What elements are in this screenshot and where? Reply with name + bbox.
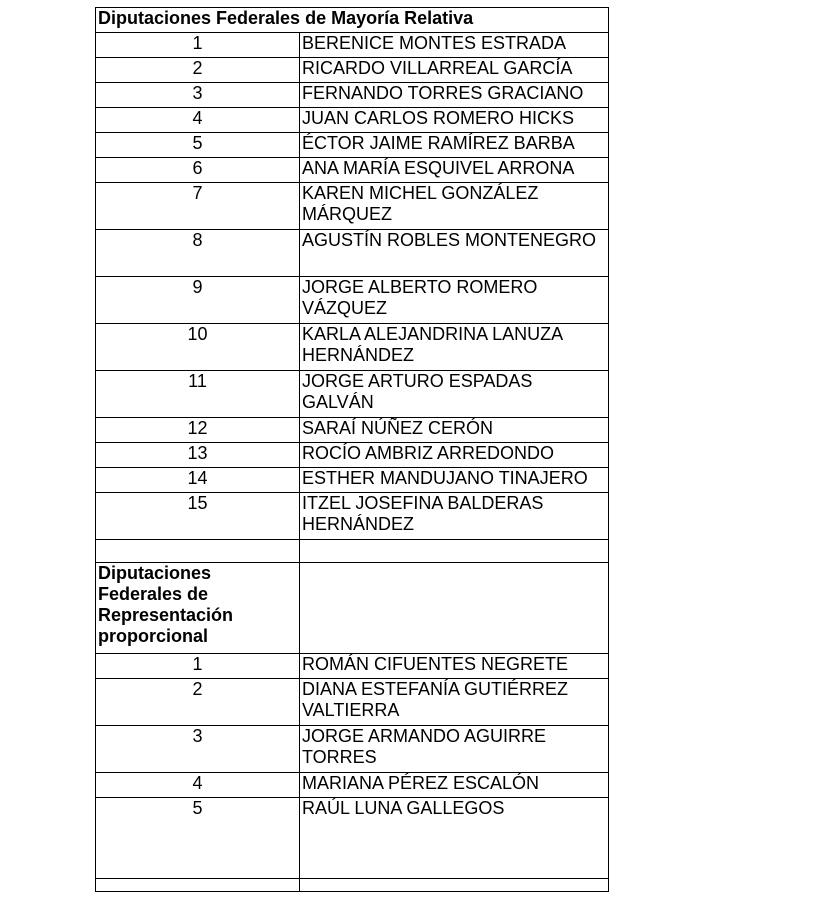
row-number: 1: [96, 654, 300, 679]
candidate-name: JORGE ARTURO ESPADAS GALVÁN: [300, 371, 609, 418]
empty-row: [96, 879, 609, 892]
candidate-name: RAÚL LUNA GALLEGOS: [300, 798, 609, 879]
table-row: [96, 493, 609, 540]
mayoria-header-row: [96, 8, 609, 33]
row-number: 2: [96, 679, 300, 726]
row-number: 8: [96, 230, 300, 277]
row-number: 5: [96, 798, 300, 879]
table-row: [96, 33, 609, 58]
representacion-title: Diputaciones Federales de Representación proporcional: [96, 563, 300, 654]
row-number: 9: [96, 277, 300, 324]
row-number: 5: [96, 133, 300, 158]
table-row: [96, 158, 609, 183]
candidate-name: ITZEL JOSEFINA BALDERAS HERNÁNDEZ: [300, 493, 609, 540]
table-row: [96, 183, 609, 230]
candidate-name: KARLA ALEJANDRINA LANUZA HERNÁNDEZ: [300, 324, 609, 371]
row-number: 15: [96, 493, 300, 540]
table-row: [96, 277, 609, 324]
candidate-name: ROMÁN CIFUENTES NEGRETE: [300, 654, 609, 679]
table-row: [96, 418, 609, 443]
candidate-name: KAREN MICHEL GONZÁLEZ MÁRQUEZ: [300, 183, 609, 230]
row-number: 3: [96, 83, 300, 108]
table-row: [96, 324, 609, 371]
table-row: [96, 108, 609, 133]
row-number: 6: [96, 158, 300, 183]
candidate-name: MARIANA PÉREZ ESCALÓN: [300, 773, 609, 798]
candidate-name: DIANA ESTEFANÍA GUTIÉRREZ VALTIERRA: [300, 679, 609, 726]
table-row: [96, 58, 609, 83]
empty-cell: [96, 879, 300, 892]
row-number: 3: [96, 726, 300, 773]
candidate-name: JORGE ARMANDO AGUIRRE TORRES: [300, 726, 609, 773]
candidate-name: ÉCTOR JAIME RAMÍREZ BARBA: [300, 133, 609, 158]
row-number: 13: [96, 443, 300, 468]
empty-cell: [96, 540, 300, 563]
candidates-table: [95, 7, 609, 892]
candidate-name: BERENICE MONTES ESTRADA: [300, 33, 609, 58]
row-number: 10: [96, 324, 300, 371]
row-number: 4: [96, 773, 300, 798]
row-number: 4: [96, 108, 300, 133]
candidate-name: ANA MARÍA ESQUIVEL ARRONA: [300, 158, 609, 183]
table-row: [96, 230, 609, 277]
table-row: [96, 133, 609, 158]
row-number: 14: [96, 468, 300, 493]
empty-cell: [300, 563, 609, 654]
mayoria-title: Diputaciones Federales de Mayoría Relativa: [96, 8, 609, 33]
row-number: 12: [96, 418, 300, 443]
table-row: [96, 726, 609, 773]
candidate-name: ROCÍO AMBRIZ ARREDONDO: [300, 443, 609, 468]
table-row: [96, 654, 609, 679]
representacion-header-row: [96, 563, 609, 654]
table-row: [96, 679, 609, 726]
table-row: [96, 798, 609, 879]
candidate-name: JORGE ALBERTO ROMERO VÁZQUEZ: [300, 277, 609, 324]
candidate-name: SARAÍ NÚÑEZ CERÓN: [300, 418, 609, 443]
candidate-name: AGUSTÍN ROBLES MONTENEGRO: [300, 230, 609, 277]
table-row: [96, 443, 609, 468]
row-number: 2: [96, 58, 300, 83]
empty-cell: [300, 540, 609, 563]
empty-row: [96, 540, 609, 563]
table-row: [96, 371, 609, 418]
row-number: 7: [96, 183, 300, 230]
table-row: [96, 83, 609, 108]
row-number: 11: [96, 371, 300, 418]
row-number: 1: [96, 33, 300, 58]
candidate-name: FERNANDO TORRES GRACIANO: [300, 83, 609, 108]
candidate-name: ESTHER MANDUJANO TINAJERO: [300, 468, 609, 493]
candidate-name: RICARDO VILLARREAL GARCÍA: [300, 58, 609, 83]
table-row: [96, 773, 609, 798]
empty-cell: [300, 879, 609, 892]
candidate-name: JUAN CARLOS ROMERO HICKS: [300, 108, 609, 133]
table-row: [96, 468, 609, 493]
